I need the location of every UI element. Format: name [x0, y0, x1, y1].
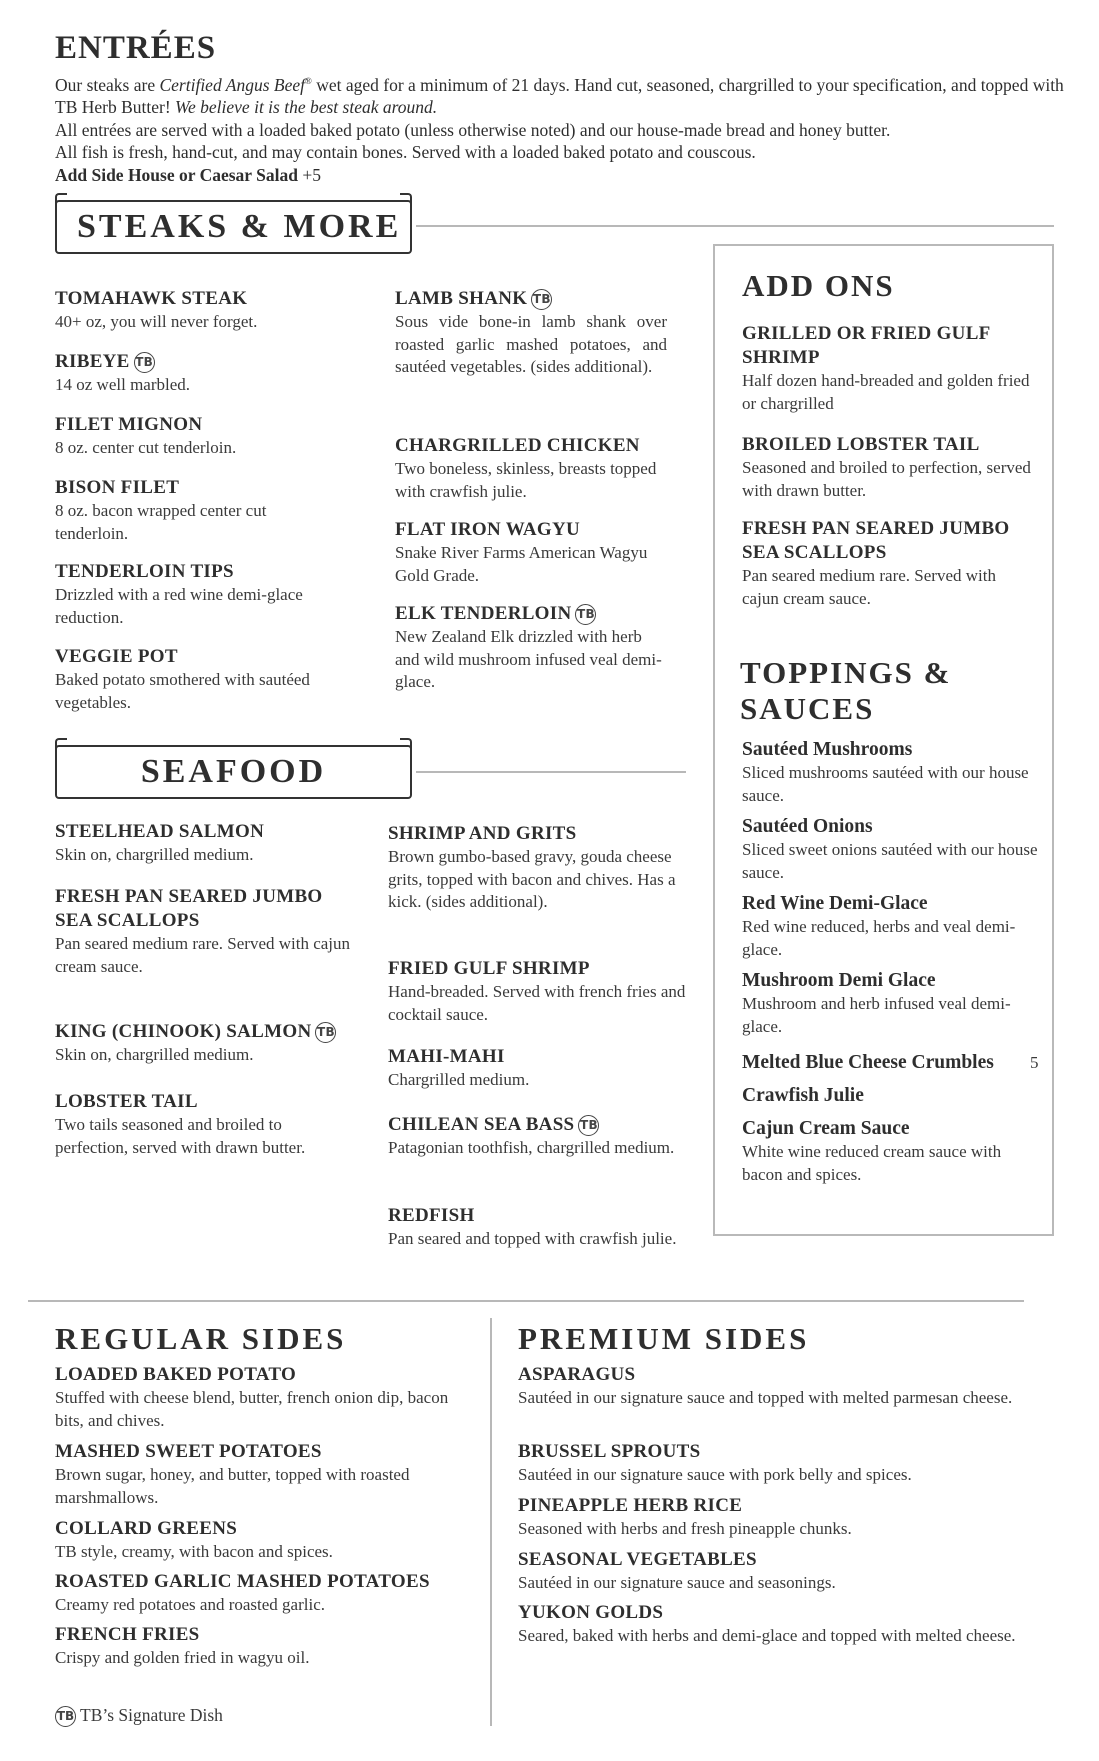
tb-signature-icon: TB — [315, 1022, 336, 1043]
menu-item-brussel-sprouts — [518, 1440, 1018, 1487]
item-name: MAHI-MAHI — [388, 1046, 505, 1067]
item-description: 40+ oz, you will never forget. — [55, 312, 258, 331]
menu-item-flat-iron-wagyu — [395, 518, 667, 587]
item-description: Crispy and golden fried in wagyu oil. — [55, 1648, 310, 1667]
item-name: LAMB SHANK — [395, 288, 528, 309]
menu-item-mahi-mahi — [388, 1045, 688, 1092]
menu-item-chargrilled-chicken — [395, 434, 667, 503]
item-description: Chargrilled medium. — [388, 1070, 530, 1089]
steaks-divider — [416, 225, 1054, 227]
menu-item-ribeye — [55, 350, 330, 397]
item-description: Brown gumbo-based gravy, gouda cheese grits, topped with bacon and chives. Has a kick. (sides additional). — [388, 847, 676, 911]
menu-item-steelhead-salmon — [55, 820, 355, 867]
menu-item-crawfish-julie — [742, 1084, 1042, 1108]
menu-item-veggie-pot — [55, 645, 330, 714]
item-description: Skin on, chargrilled medium. — [55, 1045, 254, 1064]
item-name: SEASONAL VEGETABLES — [518, 1549, 757, 1570]
item-name: CHARGRILLED CHICKEN — [395, 435, 640, 456]
item-description: Sliced sweet onions sautéed with our house sauce. — [742, 840, 1038, 882]
premium-sides-heading: PREMIUM SIDES — [518, 1321, 810, 1356]
item-name: LOBSTER TAIL — [55, 1091, 198, 1112]
item-name: TOMAHAWK STEAK — [55, 288, 248, 309]
intro-text: Our steaks are Certified Angus Beef® wet aged for a minimum of 21 days. Hand cut, seasoned, chargrilled to your specification, and topped with TB Herb Butter! We believe it is the best steak around. All entrées are served with a loaded baked potato (unless otherwise noted) and our house-made bread and honey butter. All fish is fresh, hand-cut, and may contain bones. Served with a loaded baked potato and couscous. Add Side House or Caesar Salad +5 — [55, 74, 1064, 185]
item-name: SHRIMP AND GRITS — [388, 823, 577, 844]
menu-item-tomahawk-steak — [55, 287, 330, 334]
item-description: Two boneless, skinless, breasts topped with crawfish julie. — [395, 459, 657, 501]
toppings-heading: TOPPINGS & SAUCES — [740, 655, 952, 726]
bottom-divider — [28, 1300, 1024, 1302]
item-description: Sliced mushrooms sautéed with our house sauce. — [742, 763, 1029, 805]
item-description: Sautéed in our signature sauce and seasonings. — [518, 1573, 836, 1592]
item-description: Pan seared medium rare. Served with cajun cream sauce. — [742, 566, 996, 608]
item-name: Melted Blue Cheese Crumbles — [742, 1052, 994, 1073]
menu-item-bison-filet — [55, 476, 330, 545]
item-name: REDFISH — [388, 1205, 475, 1226]
item-name: FRESH PAN SEARED JUMBO SEA SCALLOPS — [742, 518, 1010, 563]
menu-item-loaded-baked-potato — [55, 1363, 475, 1432]
menu-item-tenderloin-tips — [55, 560, 330, 629]
item-description: 8 oz. bacon wrapped center cut tenderloin. — [55, 501, 267, 543]
menu-item-melted-blue-cheese-crumbles — [742, 1051, 1042, 1075]
item-name: PINEAPPLE HERB RICE — [518, 1495, 743, 1516]
item-description: Skin on, chargrilled medium. — [55, 845, 254, 864]
menu-item-french-fries — [55, 1623, 475, 1670]
signature-legend — [55, 1705, 223, 1727]
legend-label: TB’s Signature Dish — [80, 1705, 223, 1725]
item-description: Brown sugar, honey, and butter, topped with roasted marshmallows. — [55, 1465, 410, 1507]
page-title: ENTRÉES — [55, 30, 217, 66]
item-name: Red Wine Demi-Glace — [742, 893, 928, 914]
menu-item-seasonal-vegetables — [518, 1548, 1018, 1595]
item-name: BRUSSEL SPROUTS — [518, 1441, 701, 1462]
item-name: KING (CHINOOK) SALMON — [55, 1021, 312, 1042]
item-description: Sautéed in our signature sauce and topped with melted parmesan cheese. — [518, 1388, 1013, 1407]
menu-item-fried-gulf-shrimp — [388, 957, 688, 1026]
item-name: BISON FILET — [55, 477, 180, 498]
tb-signature-icon: TB — [55, 1706, 76, 1727]
item-name: YUKON GOLDS — [518, 1602, 664, 1623]
menu-item-mushroom-demi-glace — [742, 969, 1042, 1038]
item-description: Seasoned with herbs and fresh pineapple chunks. — [518, 1519, 852, 1538]
item-description: Sautéed in our signature sauce with pork belly and spices. — [518, 1465, 912, 1484]
menu-item-elk-tenderloin — [395, 602, 667, 694]
menu-item-collard-greens — [55, 1517, 475, 1564]
item-name: Mushroom Demi Glace — [742, 970, 936, 991]
item-description: Patagonian toothfish, chargrilled medium. — [388, 1138, 675, 1157]
item-name: Sautéed Mushrooms — [742, 739, 913, 760]
item-name: FRENCH FRIES — [55, 1624, 200, 1645]
item-name: MASHED SWEET POTATOES — [55, 1441, 322, 1462]
steaks-heading: STEAKS & MORE — [77, 208, 402, 245]
item-description: Hand-breaded. Served with french fries and cocktail sauce. — [388, 982, 686, 1024]
seafood-banner — [55, 745, 412, 799]
item-name: LOADED BAKED POTATO — [55, 1364, 297, 1385]
menu-item-filet-mignon — [55, 413, 330, 460]
item-name: Cajun Cream Sauce — [742, 1118, 910, 1139]
regular-sides-heading: REGULAR SIDES — [55, 1321, 347, 1356]
item-description: Seasoned and broiled to perfection, served with drawn butter. — [742, 458, 1031, 500]
item-description: White wine reduced cream sauce with bacon and spices. — [742, 1142, 1002, 1184]
item-name: STEELHEAD SALMON — [55, 821, 265, 842]
menu-item-mashed-sweet-potatoes — [55, 1440, 475, 1509]
item-price: 5 — [1030, 1053, 1039, 1072]
seafood-divider — [416, 771, 686, 773]
item-name: GRILLED OR FRIED GULF SHRIMP — [742, 323, 990, 368]
menu-item-saut-ed-mushrooms — [742, 738, 1042, 807]
item-name: VEGGIE POT — [55, 646, 178, 667]
menu-item-fresh-pan-seared-jumbo-sea-scallops — [742, 517, 1032, 610]
menu-item-roasted-garlic-mashed-potatoes — [55, 1570, 475, 1617]
item-description: Pan seared and topped with crawfish julie. — [388, 1229, 677, 1248]
item-description: Baked potato smothered with sautéed vegetables. — [55, 670, 310, 712]
menu-item-broiled-lobster-tail — [742, 433, 1032, 502]
menu-item-pineapple-herb-rice — [518, 1494, 1018, 1541]
menu-item-asparagus — [518, 1363, 1018, 1410]
item-description: 14 oz well marbled. — [55, 375, 191, 394]
menu-item-cajun-cream-sauce — [742, 1117, 1042, 1186]
menu-item-redfish — [388, 1204, 688, 1251]
item-description: Creamy red potatoes and roasted garlic. — [55, 1595, 326, 1614]
seafood-heading: SEAFOOD — [140, 753, 327, 790]
item-name: Sautéed Onions — [742, 816, 873, 837]
item-name: CHILEAN SEA BASS — [388, 1114, 575, 1135]
tb-signature-icon: TB — [531, 289, 552, 310]
item-description: New Zealand Elk drizzled with herb and wild mushroom infused veal demi-glace. — [395, 627, 662, 691]
item-description: Sous vide bone-in lamb shank over roasted garlic mashed potatoes, and sautéed vegetables. (sides additional). — [395, 312, 667, 376]
menu-item-lamb-shank — [395, 287, 667, 379]
item-description: Half dozen hand-breaded and golden fried or chargrilled — [742, 371, 1030, 413]
item-name: Crawfish Julie — [742, 1085, 864, 1106]
item-description: Two tails seasoned and broiled to perfection, served with drawn butter. — [55, 1115, 306, 1157]
menu-item-red-wine-demi-glace — [742, 892, 1042, 961]
item-name: FRIED GULF SHRIMP — [388, 958, 590, 979]
item-name: FILET MIGNON — [55, 414, 203, 435]
item-description: Red wine reduced, herbs and veal demi-glace. — [742, 917, 1016, 959]
item-name: ASPARAGUS — [518, 1364, 636, 1385]
item-name: COLLARD GREENS — [55, 1518, 238, 1539]
sides-divider — [490, 1318, 492, 1726]
item-name: ROASTED GARLIC MASHED POTATOES — [55, 1571, 430, 1592]
item-description: Seared, baked with herbs and demi-glace and topped with melted cheese. — [518, 1626, 1016, 1645]
item-name: FRESH PAN SEARED JUMBO SEA SCALLOPS — [55, 886, 323, 931]
item-description: Mushroom and herb infused veal demi-glace. — [742, 994, 1011, 1036]
item-name: RIBEYE — [55, 351, 130, 372]
item-description: Snake River Farms American Wagyu Gold Grade. — [395, 543, 648, 585]
item-description: TB style, creamy, with bacon and spices. — [55, 1542, 333, 1561]
menu-item-king-chinook-salmon — [55, 1020, 355, 1067]
tb-signature-icon: TB — [578, 1115, 599, 1136]
item-name: TENDERLOIN TIPS — [55, 561, 234, 582]
menu-item-yukon-golds — [518, 1601, 1018, 1648]
menu-item-grilled-or-fried-gulf-shrimp — [742, 322, 1032, 415]
tb-signature-icon: TB — [575, 604, 596, 625]
item-description: Stuffed with cheese blend, butter, french onion dip, bacon bits, and chives. — [55, 1388, 449, 1430]
item-description: Pan seared medium rare. Served with cajun cream sauce. — [55, 934, 351, 976]
tb-signature-icon: TB — [134, 352, 155, 373]
menu-item-saut-ed-onions — [742, 815, 1042, 884]
item-name: ELK TENDERLOIN — [395, 603, 572, 624]
item-name: BROILED LOBSTER TAIL — [742, 434, 980, 455]
item-name: FLAT IRON WAGYU — [395, 519, 581, 540]
menu-item-lobster-tail — [55, 1090, 355, 1159]
addons-heading: ADD ONS — [742, 268, 895, 303]
menu-item-shrimp-and-grits — [388, 822, 688, 914]
menu-item-fresh-pan-seared-jumbo-sea-scallops — [55, 885, 355, 978]
item-description: 8 oz. center cut tenderloin. — [55, 438, 237, 457]
steaks-banner — [55, 200, 412, 254]
item-description: Drizzled with a red wine demi-glace reduction. — [55, 585, 303, 627]
menu-item-chilean-sea-bass — [388, 1113, 688, 1160]
